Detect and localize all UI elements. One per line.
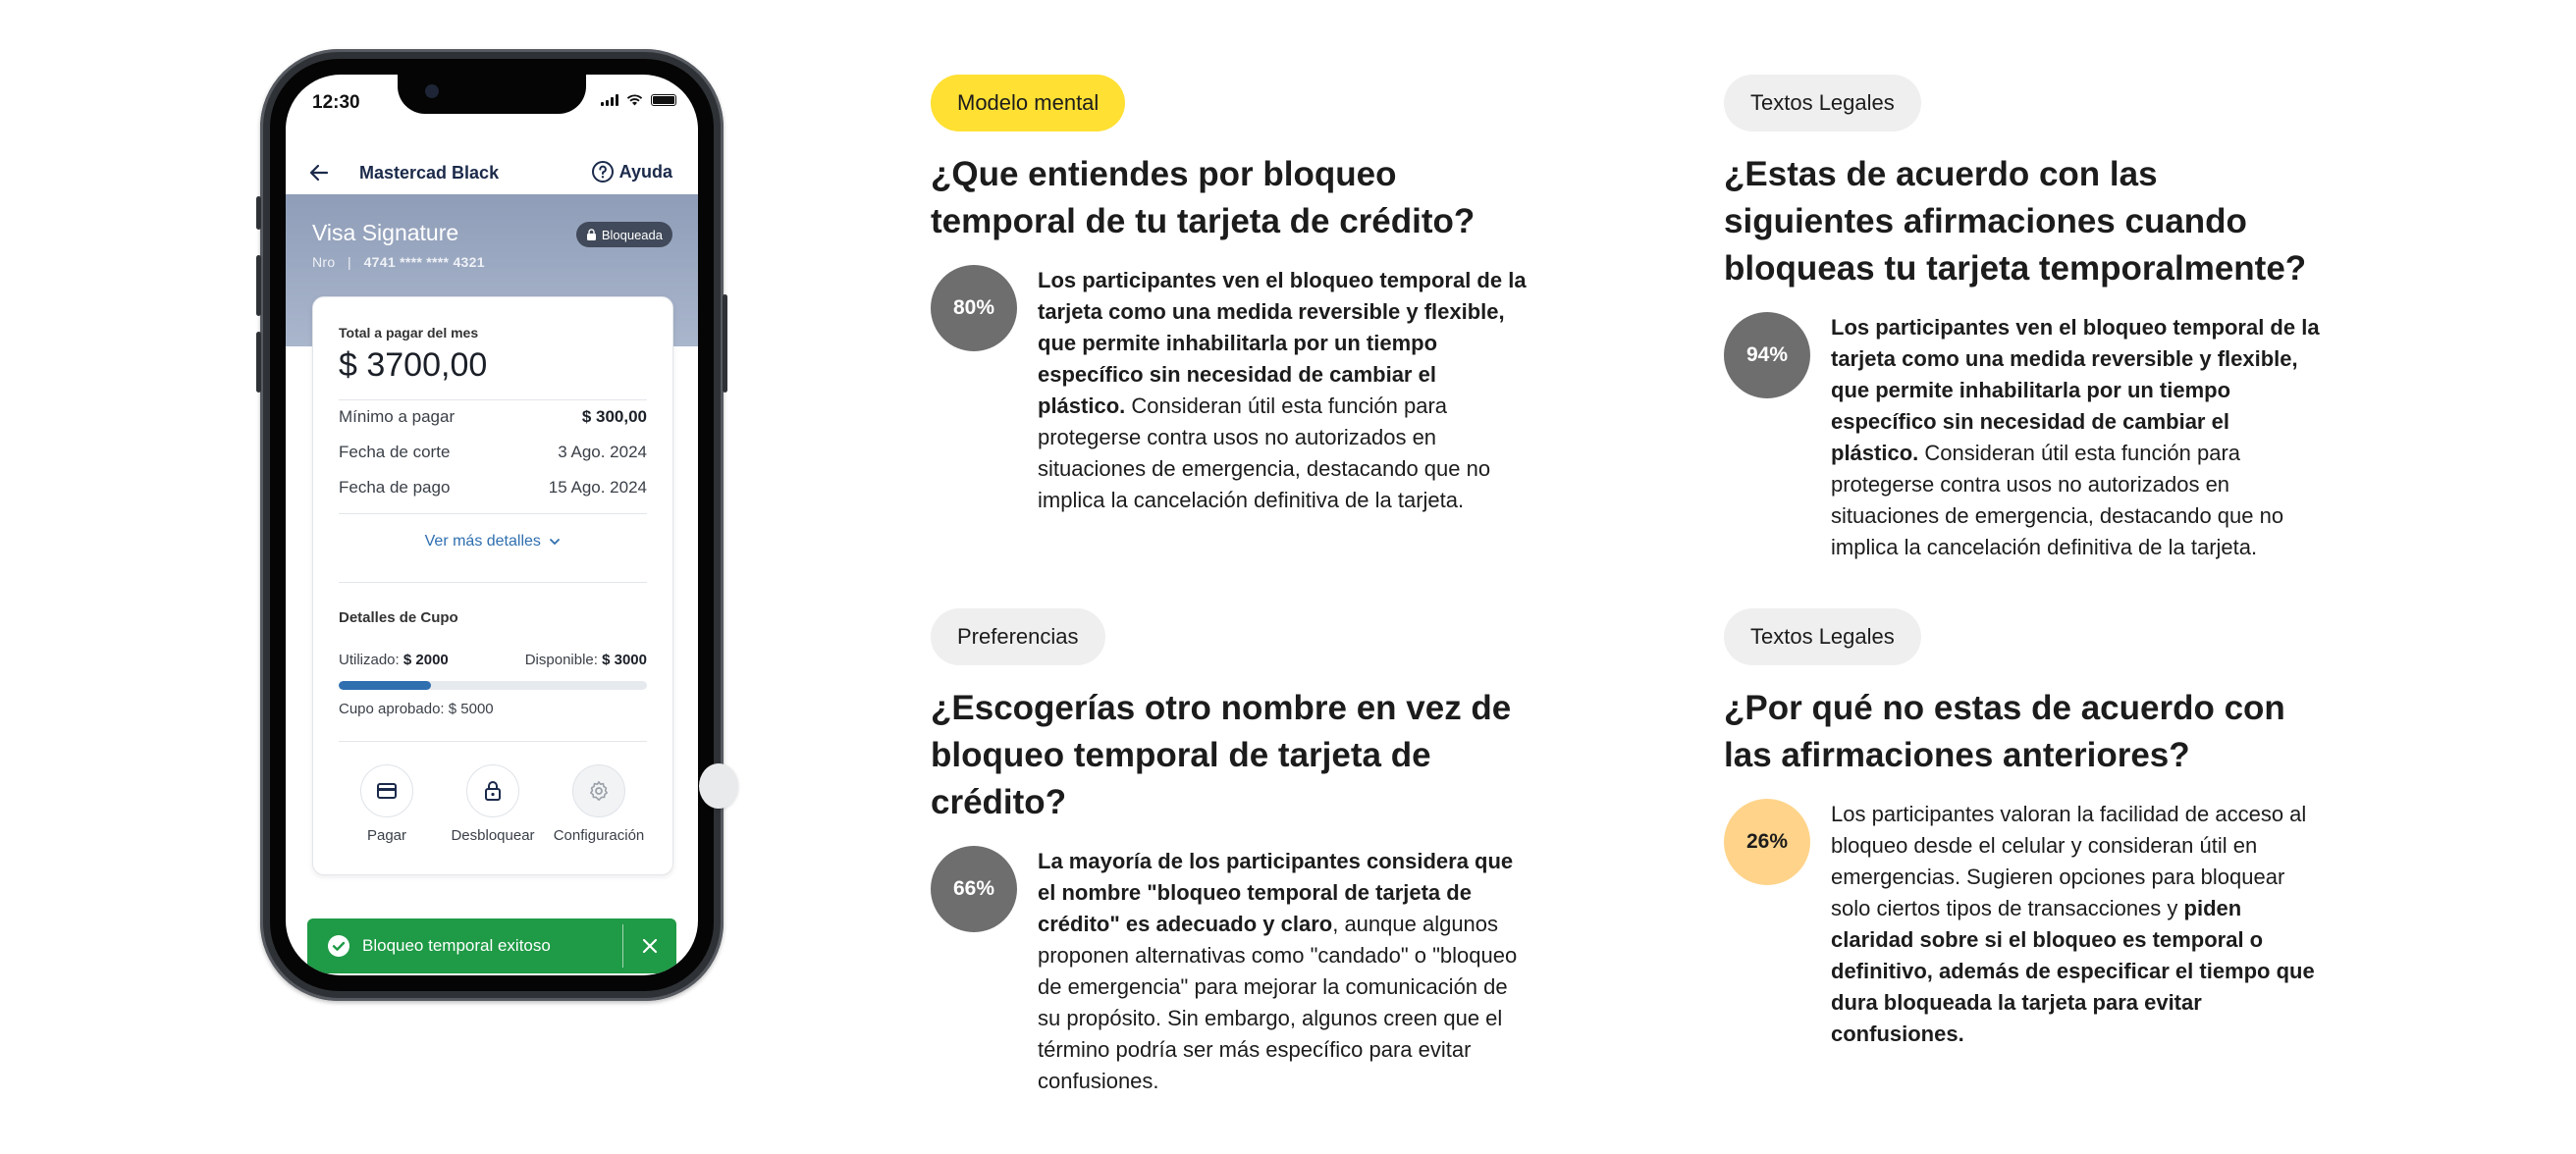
card-number: 4741 **** **** 4321 bbox=[363, 254, 485, 270]
toast-close-button[interactable] bbox=[623, 918, 676, 973]
pay-action[interactable] bbox=[345, 764, 429, 844]
pay-button[interactable] bbox=[360, 764, 413, 817]
category-tag: Preferencias bbox=[931, 608, 1105, 665]
cupo-progress-bar bbox=[339, 681, 647, 690]
wifi-icon bbox=[626, 94, 643, 106]
row-value: 15 Ago. 2024 bbox=[548, 478, 647, 497]
finding-block-legal-disagreement bbox=[1724, 608, 2333, 1050]
success-toast bbox=[307, 918, 676, 973]
card-icon bbox=[375, 779, 399, 803]
help-button[interactable] bbox=[591, 160, 672, 184]
more-details-link[interactable] bbox=[313, 533, 672, 551]
total-value: $ 3700,00 bbox=[339, 346, 488, 384]
card-number-line bbox=[312, 254, 485, 270]
percent-badge: 94% bbox=[1724, 312, 1810, 398]
answer-highlight: La mayoría de los participantes considera que el nombre "bloqueo temporal de tarjeta de crédito" es adecuado y claro bbox=[1038, 849, 1514, 936]
status-badge bbox=[576, 222, 672, 247]
phone-mute-switch bbox=[256, 196, 261, 230]
cupo-available-label: Disponible: bbox=[524, 652, 598, 668]
answer bbox=[1724, 312, 2333, 563]
row-label: Fecha de pago bbox=[339, 478, 451, 497]
finding-block-mental-model bbox=[931, 75, 1539, 516]
question-title: ¿Que entiendes por bloqueo temporal de tu tarjeta de crédito? bbox=[931, 155, 1476, 240]
row-value: 3 Ago. 2024 bbox=[558, 443, 647, 461]
camera-icon bbox=[425, 84, 439, 98]
finding-block-legal-agreement bbox=[1724, 75, 2333, 563]
cupo-approved: Cupo aprobado: $ 5000 bbox=[339, 701, 494, 717]
chevron-down-icon bbox=[549, 536, 561, 548]
phone-notch bbox=[398, 75, 586, 114]
app-header bbox=[286, 143, 698, 202]
divider bbox=[339, 399, 647, 400]
total-label: Total a pagar del mes bbox=[339, 325, 479, 341]
toast-message: Bloqueo temporal exitoso bbox=[362, 936, 551, 955]
cupo-title: Detalles de Cupo bbox=[339, 609, 458, 626]
gear-icon bbox=[587, 779, 611, 803]
settings-button[interactable] bbox=[572, 764, 625, 817]
answer-highlight: piden claridad sobre si el bloqueo es temporal o definitivo, además de especificar el tiempo que dura bloqueada la tarjeta para evitar confusiones. bbox=[1831, 896, 2315, 1046]
card-number-prefix: Nro bbox=[312, 254, 336, 270]
answer-highlight: Los participantes ven el bloqueo temporal de la tarjeta como una medida reversible y flexible, que permite inhabilitarla por un tiempo específico sin necesidad de cambiar el plástico. bbox=[1038, 268, 1527, 418]
cupo-available-value: $ 3000 bbox=[602, 652, 647, 668]
header-title: Mastercad Black bbox=[359, 163, 500, 183]
lock-icon bbox=[481, 779, 505, 803]
percent-badge: 80% bbox=[931, 265, 1017, 351]
battery-icon bbox=[651, 94, 676, 106]
answer bbox=[1724, 799, 2333, 1050]
summary-row-minimum bbox=[339, 407, 647, 427]
cupo-used-label: Utilizado: bbox=[339, 652, 400, 668]
divider bbox=[339, 513, 647, 514]
phone-screen bbox=[286, 75, 698, 975]
phone-volume-up bbox=[256, 255, 261, 316]
row-label: Mínimo a pagar bbox=[339, 407, 456, 426]
cupo-usage-row bbox=[339, 652, 647, 668]
signal-icon bbox=[601, 94, 618, 106]
payment-summary-card bbox=[312, 296, 673, 875]
cupo-available bbox=[525, 652, 647, 668]
scroll-handle[interactable] bbox=[699, 763, 738, 809]
lock-icon bbox=[586, 229, 597, 240]
quick-actions bbox=[313, 764, 672, 844]
finding-block-preferences bbox=[931, 608, 1539, 1097]
phone-mockup bbox=[260, 49, 724, 1001]
more-details-label: Ver más detalles bbox=[424, 533, 541, 550]
settings-label: Configuración bbox=[553, 827, 645, 844]
unlock-action[interactable] bbox=[451, 764, 535, 844]
cupo-progress-fill bbox=[339, 681, 431, 690]
divider bbox=[339, 741, 647, 742]
question-title: ¿Escogerías otro nombre en vez de bloqueo temporal de tarjeta de crédito? bbox=[931, 689, 1512, 821]
question-title: ¿Estas de acuerdo con las siguientes afirmaciones cuando bloqueas tu tarjeta temporalmente? bbox=[1724, 155, 2307, 288]
status-icons bbox=[601, 94, 676, 106]
answer-highlight: Los participantes ven el bloqueo temporal de la tarjeta como una medida reversible y flexible, que permite inhabilitarla por un tiempo específico sin necesidad de cambiar el plástico. bbox=[1831, 315, 2320, 465]
row-value: $ 300,00 bbox=[581, 407, 647, 426]
close-icon bbox=[642, 938, 658, 954]
unlock-button[interactable] bbox=[466, 764, 519, 817]
unlock-label: Desbloquear bbox=[451, 827, 535, 844]
answer bbox=[931, 846, 1539, 1097]
back-arrow-icon[interactable] bbox=[307, 161, 331, 184]
check-circle-icon bbox=[327, 934, 350, 958]
row-label: Fecha de corte bbox=[339, 443, 451, 461]
summary-row-payment-date bbox=[339, 478, 647, 498]
category-tag: Textos Legales bbox=[1724, 75, 1921, 131]
divider bbox=[339, 582, 647, 583]
cupo-used-value: $ 2000 bbox=[402, 652, 449, 668]
card-name: Visa Signature bbox=[312, 220, 459, 245]
answer-body: Consideran útil esta función para protegerse contra usos no autorizados en situaciones de emergencia, destacando que no implica la cancelación definitiva de la tarjeta. bbox=[1038, 393, 1491, 512]
pay-label: Pagar bbox=[366, 827, 407, 844]
status-badge-label: Bloqueada bbox=[601, 227, 663, 242]
status-time: 12:30 bbox=[312, 92, 360, 113]
answer-body: , aunque algunos proponen alternativas como "candado" o "bloqueo de emergencia" para mejorar la comunicación de su propósito. Sin embargo, algunos creen que el término podría ser más específico para evitar confusiones. bbox=[1038, 912, 1518, 1093]
answer-body: Consideran útil esta función para protegerse contra usos no autorizados en situaciones de emergencia, destacando que no implica la cancelación definitiva de la tarjeta. bbox=[1831, 441, 2284, 559]
percent-badge: 66% bbox=[931, 846, 1017, 932]
answer bbox=[931, 265, 1539, 516]
answer-text bbox=[1831, 799, 2322, 1050]
phone-volume-down bbox=[256, 332, 261, 393]
answer-body: Los participantes valoran la facilidad de acceso al bloqueo desde el celular y consideran útil en emergencias. Sugieren opciones para bloquear solo ciertos tipos de transacciones y bbox=[1831, 802, 2307, 920]
question-title: ¿Por qué no estas de acuerdo con las afirmaciones anteriores? bbox=[1724, 689, 2285, 774]
card-number-separator: | bbox=[348, 254, 351, 270]
category-tag: Modelo mental bbox=[931, 75, 1125, 131]
summary-row-cut-date bbox=[339, 443, 647, 462]
help-icon bbox=[591, 160, 615, 184]
category-tag: Textos Legales bbox=[1724, 608, 1921, 665]
cupo-used bbox=[339, 652, 449, 668]
settings-action[interactable] bbox=[553, 764, 645, 844]
phone-power-button bbox=[723, 294, 727, 393]
answer-text bbox=[1038, 846, 1529, 1097]
percent-badge: 26% bbox=[1724, 799, 1810, 885]
answer-text bbox=[1038, 265, 1529, 516]
answer-text bbox=[1831, 312, 2322, 563]
help-label: Ayuda bbox=[618, 161, 672, 182]
